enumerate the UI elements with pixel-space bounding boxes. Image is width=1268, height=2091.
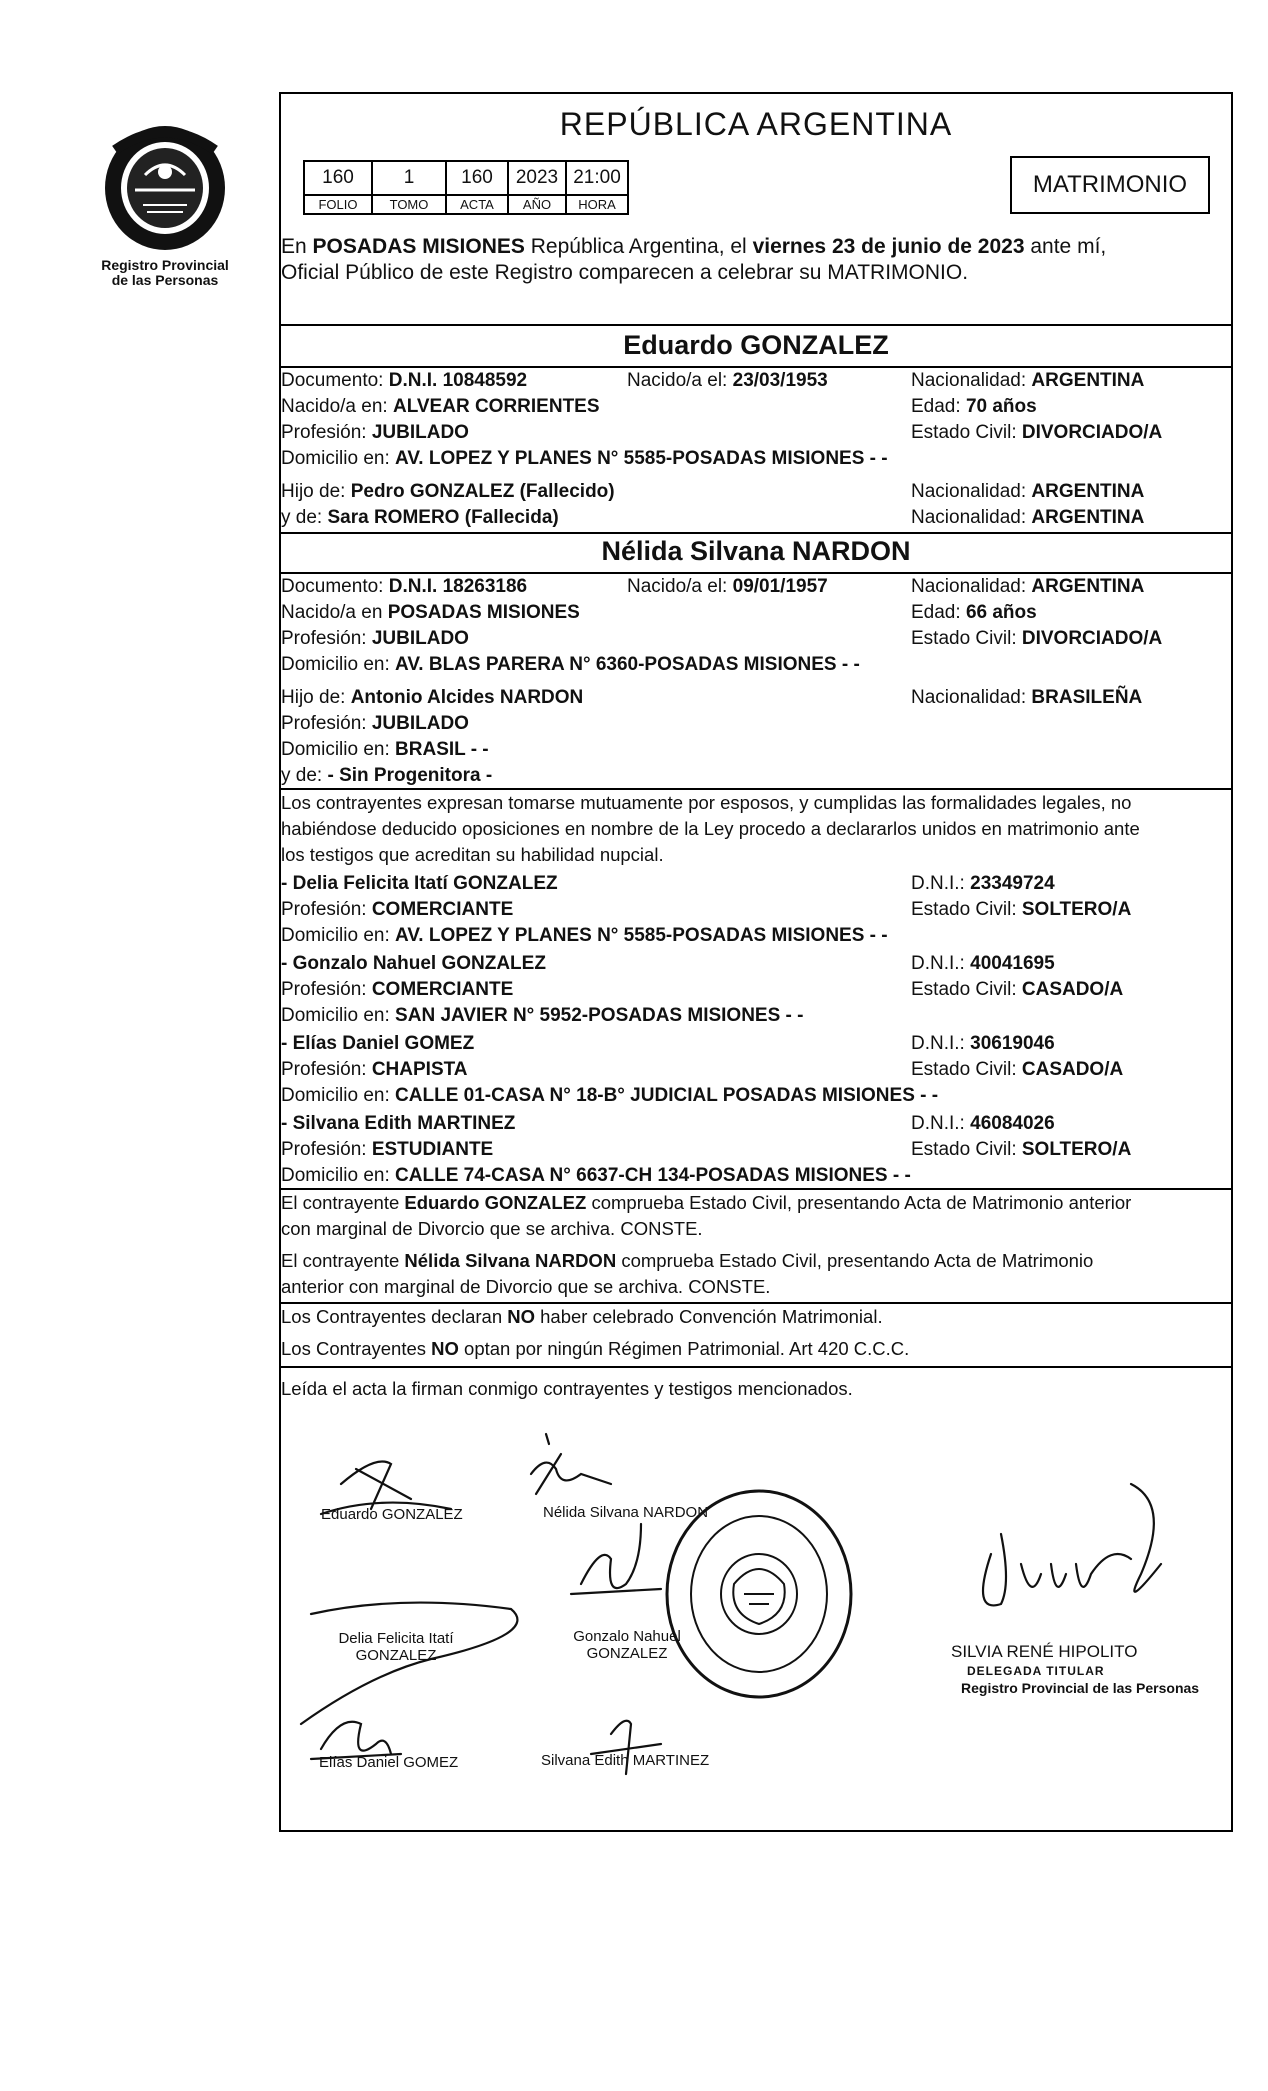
official-role: DELEGADA TITULAR	[967, 1664, 1105, 1678]
declaration-line-2: habiéndose deducido oposiciones en nombre de la Ley procedo a declararlos unidos en matrimonio ante	[281, 818, 1140, 839]
tomo-value: 1	[372, 161, 446, 195]
signature-label-witness-3: Elías Daniel GOMEZ	[319, 1754, 459, 1771]
official-seal-stamp	[659, 1484, 859, 1709]
groom-profession: Profesión: JUBILADO	[281, 422, 469, 443]
hour-label: HORA	[566, 195, 628, 214]
witness-4-dni: D.N.I.: 46084026	[911, 1113, 1055, 1134]
certificate-frame	[279, 92, 1233, 1832]
groom-mother-nationality: Nacionalidad: ARGENTINA	[911, 507, 1145, 528]
hour-value: 21:00	[566, 161, 628, 195]
witness-2-dni: D.N.I.: 40041695	[911, 953, 1055, 974]
witness-3-dni: D.N.I.: 30619046	[911, 1033, 1055, 1054]
witness-1-civil-status: Estado Civil: SOLTERO/A	[911, 899, 1132, 920]
groom-birthplace: Nacido/a en: ALVEAR CORRIENTES	[281, 396, 600, 417]
groom-father-nationality: Nacionalidad: ARGENTINA	[911, 481, 1145, 502]
bride-birthdate: Nacido/a el: 09/01/1957	[627, 576, 828, 597]
year-label: AÑO	[508, 195, 566, 214]
witness-2-name: - Gonzalo Nahuel GONZALEZ	[281, 953, 546, 974]
groom-nationality: Nacionalidad: ARGENTINA	[911, 370, 1145, 391]
regime-line-1: Los Contrayentes declaran NO haber celebrado Convención Matrimonial.	[281, 1306, 883, 1327]
witness-4-civil-status: Estado Civil: SOLTERO/A	[911, 1139, 1132, 1160]
regime-line-2: Los Contrayentes NO optan por ningún Régimen Patrimonial. Art 420 C.C.C.	[281, 1338, 910, 1359]
witness-1-dni: D.N.I.: 23349724	[911, 873, 1055, 894]
bride-age: Edad: 66 años	[911, 602, 1037, 623]
registry-number-table	[303, 160, 629, 215]
signature-label-witness-4: Silvana Edith MARTINEZ	[541, 1752, 710, 1769]
acta-label: ACTA	[446, 195, 508, 214]
groom-address: Domicilio en: AV. LOPEZ Y PLANES N° 5585-POSADAS MISIONES - -	[281, 448, 888, 469]
witness-2-civil-status: Estado Civil: CASADO/A	[911, 979, 1124, 1000]
bride-name: Nélida Silvana NARDON	[601, 536, 911, 566]
groom-father: Hijo de: Pedro GONZALEZ (Fallecido)	[281, 481, 615, 502]
groom-birthdate: Nacido/a el: 23/03/1953	[627, 370, 828, 391]
act-type-box: MATRIMONIO	[1010, 156, 1210, 214]
witness-4-profession: Profesión: ESTUDIANTE	[281, 1139, 494, 1160]
witness-3-civil-status: Estado Civil: CASADO/A	[911, 1059, 1124, 1080]
note-bride-line-1: El contrayente Nélida Silvana NARDON comprueba Estado Civil, presentando Acta de Matrimonio	[281, 1250, 1094, 1271]
declaration-line-3: los testigos que acreditan su habilidad nupcial.	[281, 844, 664, 865]
intro-line-1: En POSADAS MISIONES República Argentina, el viernes 23 de junio de 2023 ante mí,	[281, 235, 1107, 258]
witness-1-profession: Profesión: COMERCIANTE	[281, 899, 514, 920]
document-title: REPÚBLICA ARGENTINA	[559, 106, 953, 142]
bride-birthplace: Nacido/a en POSADAS MISIONES	[281, 602, 580, 623]
witness-4-name: - Silvana Edith MARTINEZ	[281, 1113, 516, 1134]
bride-father-nationality: Nacionalidad: BRASILEÑA	[911, 687, 1143, 708]
tomo-label: TOMO	[372, 195, 446, 214]
witness-3-address: Domicilio en: CALLE 01-CASA N° 18-B° JUDICIAL POSADAS MISIONES - -	[281, 1085, 939, 1106]
note-bride-line-2: anterior con marginal de Divorcio que se archiva. CONSTE.	[281, 1276, 771, 1297]
intro-line-2: Oficial Público de este Registro comparecen a celebrar su MATRIMONIO.	[281, 261, 969, 284]
bride-civil-status: Estado Civil: DIVORCIADO/A	[911, 628, 1163, 649]
witness-4-address: Domicilio en: CALLE 74-CASA N° 6637-CH 134-POSADAS MISIONES - -	[281, 1165, 911, 1186]
witness-3-profession: Profesión: CHAPISTA	[281, 1059, 468, 1080]
bride-document: Documento: D.N.I. 18263186	[281, 576, 528, 597]
witness-2-profession: Profesión: COMERCIANTE	[281, 979, 514, 1000]
folio-value: 160	[304, 161, 372, 195]
note-groom-line-2: con marginal de Divorcio que se archiva. CONSTE.	[281, 1218, 703, 1239]
declaration-line-1: Los contrayentes expresan tomarse mutuamente por esposos, y cumplidas las formalidades legales, no	[281, 792, 1132, 813]
signature-label-bride: Nélida Silvana NARDON	[543, 1504, 709, 1521]
witness-2-address: Domicilio en: SAN JAVIER N° 5952-POSADAS MISIONES - -	[281, 1005, 804, 1026]
bride-nationality: Nacionalidad: ARGENTINA	[911, 576, 1145, 597]
official-office: Registro Provincial de las Personas	[961, 1680, 1200, 1696]
witness-1-address: Domicilio en: AV. LOPEZ Y PLANES N° 5585-POSADAS MISIONES - -	[281, 925, 888, 946]
logo-caption: Registro Provincial de las Personas	[101, 257, 229, 288]
groom-name: Eduardo GONZALEZ	[623, 330, 889, 360]
province-coat-of-arms-logo	[95, 120, 235, 260]
bride-father: Hijo de: Antonio Alcides NARDON	[281, 687, 584, 708]
note-groom-line-1: El contrayente Eduardo GONZALEZ comprueba Estado Civil, presentando Acta de Matrimonio anterior	[281, 1192, 1132, 1213]
groom-civil-status: Estado Civil: DIVORCIADO/A	[911, 422, 1163, 443]
witness-3-name: - Elías Daniel GOMEZ	[281, 1033, 475, 1054]
acta-value: 160	[446, 161, 508, 195]
official-signature	[931, 1464, 1191, 1644]
folio-label: FOLIO	[304, 195, 372, 214]
bride-address: Domicilio en: AV. BLAS PARERA N° 6360-POSADAS MISIONES - -	[281, 654, 860, 675]
groom-mother: y de: Sara ROMERO (Fallecida)	[281, 507, 559, 528]
bride-profession: Profesión: JUBILADO	[281, 628, 469, 649]
signature-label-witness-1: Delia Felicita Itatí GONZALEZ	[338, 1630, 454, 1664]
signature-label-groom: Eduardo GONZALEZ	[321, 1506, 463, 1523]
witness-1-name: - Delia Felicita Itatí GONZALEZ	[281, 873, 558, 894]
official-name: SILVIA RENÉ HIPOLITO	[951, 1642, 1138, 1661]
signature-label-witness-2: Gonzalo Nahuel GONZALEZ	[573, 1628, 681, 1662]
bride-father-profession: Profesión: JUBILADO	[281, 713, 469, 734]
groom-age: Edad: 70 años	[911, 396, 1037, 417]
bride-father-address: Domicilio en: BRASIL - -	[281, 739, 489, 760]
groom-document: Documento: D.N.I. 10848592	[281, 370, 528, 391]
closing-statement: Leída el acta la firman conmigo contrayentes y testigos mencionados.	[281, 1378, 853, 1399]
bride-mother: y de: - Sin Progenitora -	[281, 765, 493, 786]
year-value: 2023	[508, 161, 566, 195]
